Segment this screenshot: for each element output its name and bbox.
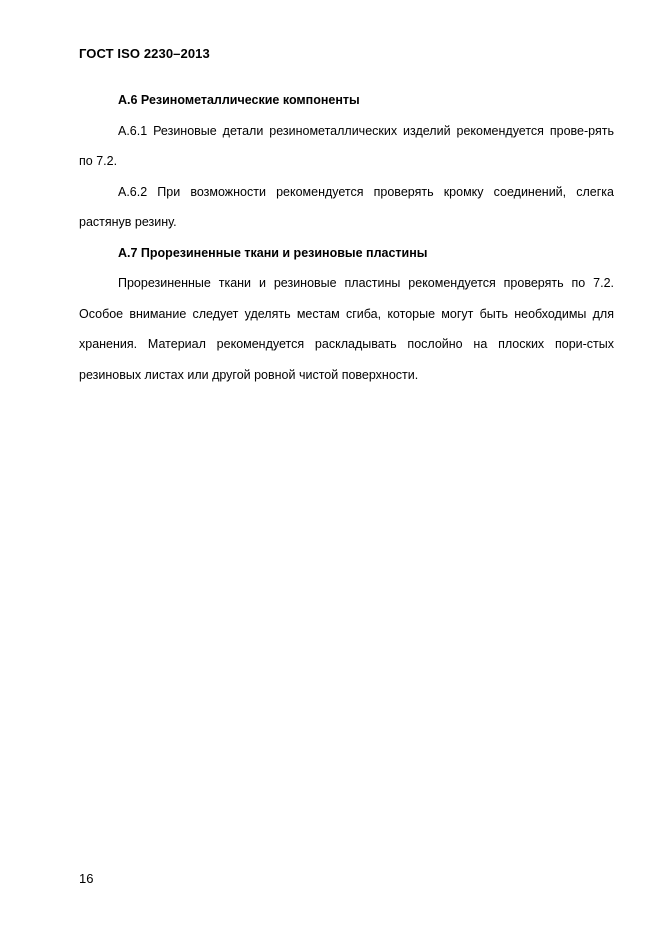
document-body — [79, 85, 614, 390]
standard-code-header: ГОСТ ISO 2230–2013 — [79, 46, 210, 61]
section-a6-heading: А.6 Резинометаллические компоненты — [118, 93, 360, 107]
section-a7-paragraph: Прорезиненные ткани и резиновые пластины рекомендуется проверять по 7.2. Особое внимание следует уделять местам сгиба, которые могут быть необходимы для хранения. Материал рекомендуется раскладывать послойно на плоских пори-стых резиновых листах или другой ровной чистой поверхности. — [79, 276, 614, 382]
section-a6-1-paragraph: А.6.1 Резиновые детали резинометаллических изделий рекомендуется прове-рять по 7.2. — [79, 123, 614, 168]
page-number: 16 — [79, 871, 94, 886]
section-a7-heading: А.7 Прорезиненные ткани и резиновые пластины — [118, 245, 428, 260]
section-a6-2-paragraph: А.6.2 При возможности рекомендуется проверять кромку соединений, слегка растянув резину. — [79, 184, 614, 229]
